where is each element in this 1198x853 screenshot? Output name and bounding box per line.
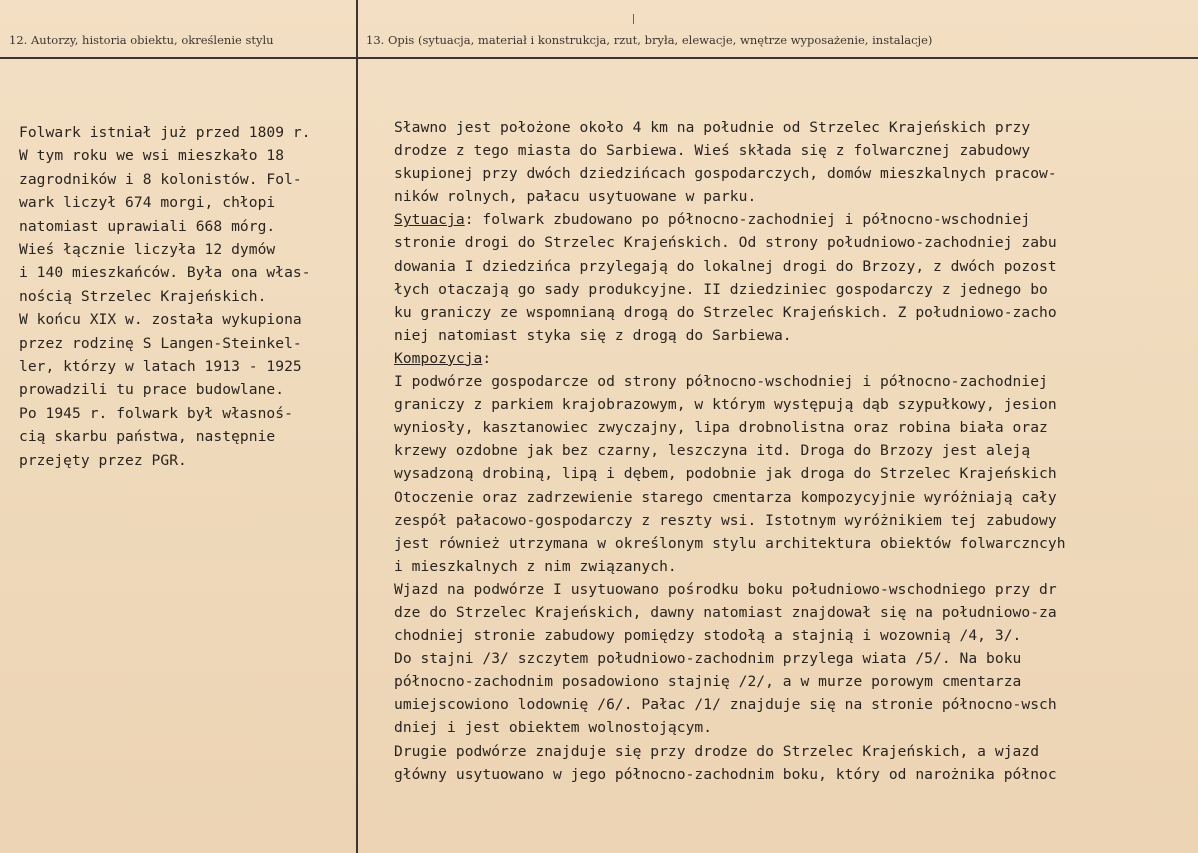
description-text-line xyxy=(394,486,1194,509)
history-text-line: W końcu XIX w. została wykupiona xyxy=(19,311,302,329)
description-text-line xyxy=(394,139,1194,162)
description-text-line xyxy=(394,647,1194,670)
description-text-line xyxy=(394,231,1194,254)
section-label: Kompozycja xyxy=(394,349,483,367)
history-text-line: Folwark istniał już przed 1809 r. xyxy=(19,124,311,141)
history-text-line: prowadzili tu prace budowlane. xyxy=(19,381,285,399)
description-text-line xyxy=(394,716,1194,739)
description-text-line xyxy=(394,370,1194,393)
section-12-heading: 12. Autorzy, historia obiektu, określenie stylu xyxy=(9,33,274,47)
header-divider xyxy=(0,57,1198,59)
description-text-line xyxy=(394,532,1194,555)
history-text-line: Wieś łącznie liczyła 12 dymów xyxy=(19,241,276,259)
line-text: stronie drogi do Strzelec Krajeńskich. Od strony południowo-zachodniej zabu xyxy=(394,234,1057,252)
description-text-line xyxy=(394,509,1194,532)
description-text-line xyxy=(394,393,1194,416)
description-text-line xyxy=(394,740,1194,763)
history-text-line: wark liczył 674 morgi, chłopi xyxy=(19,194,276,212)
line-text: zespół pałacowo-gospodarczy z reszty wsi. Istotnym wyróżnikiem tej zabudowy xyxy=(394,511,1057,529)
line-text: ku graniczy ze wspomnianą drogą do Strzelec Krajeńskich. Z południowo-zacho xyxy=(394,303,1057,321)
description-text-line xyxy=(394,301,1194,324)
history-text-line: przejęty przez PGR. xyxy=(19,451,187,469)
history-text-line: ler, którzy w latach 1913 - 1925 xyxy=(19,358,302,376)
line-text: Wjazd na podwórze I usytuowano pośrodku boku południowo-wschodniego przy dr xyxy=(394,580,1057,598)
line-text: Do stajni /3/ szczytem południowo-zachodnim przylega wiata /5/. Na boku xyxy=(394,650,1022,668)
line-text: umiejscowiono lodownię /6/. Pałac /1/ znajduje się na stronie północno-wsch xyxy=(394,696,1057,714)
history-text-line: W tym roku we wsi mieszkało 18 xyxy=(19,147,285,165)
line-text: dze do Strzelec Krajeńskich, dawny natomiast znajdował się na południowo-za xyxy=(394,603,1057,621)
description-text-line xyxy=(394,324,1194,347)
line-text: Drugie podwórze znajduje się przy drodze do Strzelec Krajeńskich, a wjazd xyxy=(394,742,1040,760)
line-text: wysadzoną drobiną, lipą i dębem, podobnie jak droga do Strzelec Krajeńskich xyxy=(394,465,1057,483)
line-text: : folwark zbudowano po północno-zachodniej i północno-wschodniej xyxy=(464,211,1031,229)
line-text: dowania I dziedzińca przylegają do lokalnej drogi do Brzozy, z dwóch pozost xyxy=(394,257,1057,275)
description-text-column xyxy=(394,116,1194,786)
description-text-line xyxy=(394,208,1194,231)
description-text-line xyxy=(394,439,1194,462)
description-text-line xyxy=(394,416,1194,439)
line-text: I podwórze gospodarcze od strony północno-wschodniej i północno-zachodniej xyxy=(394,373,1048,391)
description-text-line xyxy=(394,116,1194,139)
line-text: wyniosły, kasztanowiec zwyczajny, lipa drobnolistna oraz robina biała oraz xyxy=(394,419,1048,437)
section-13-heading: 13. Opis (sytuacja, materiał i konstrukcja, rzut, bryła, elewacje, wnętrze wyposażenie, instalacje) xyxy=(366,33,933,47)
history-text-line: natomiast uprawiali 668 mórg. xyxy=(19,217,276,235)
description-text-line xyxy=(394,578,1194,601)
history-text-column xyxy=(19,121,354,472)
description-text-line xyxy=(394,624,1194,647)
description-text-line xyxy=(394,185,1194,208)
description-text-line xyxy=(394,601,1194,624)
description-text-line xyxy=(394,347,1194,370)
line-text: drodze z tego miasta do Sarbiewa. Wieś składa się z folwarcznej zabudowy xyxy=(394,142,1031,160)
history-text-line: nością Strzelec Krajeńskich. xyxy=(19,287,267,305)
top-tick-mark xyxy=(633,14,634,24)
line-text: główny usytuowano w jego północno-zachodnim boku, który od narożnika północ xyxy=(394,765,1057,783)
description-text-line xyxy=(394,278,1194,301)
description-text-line xyxy=(394,555,1194,578)
line-text: łych otaczają go sady produkcyjne. II dziedziniec gospodarczy z jednego bo xyxy=(394,280,1048,298)
section-label: Sytuacja xyxy=(394,211,465,229)
line-text: skupionej przy dwóch dziedzińcach gospodarczych, domów mieszkalnych pracow- xyxy=(394,165,1057,183)
description-text-line xyxy=(394,763,1194,786)
history-text-line: zagrodników i 8 kolonistów. Fol- xyxy=(19,170,302,188)
line-text: jest również utrzymana w określonym stylu architektura obiektów folwarczncyh xyxy=(394,534,1066,552)
column-divider xyxy=(356,0,358,853)
description-text-line xyxy=(394,693,1194,716)
line-text: niej natomiast styka się z drogą do Sarbiewa. xyxy=(394,326,792,344)
history-text-line: przez rodzinę S Langen-Steinkel- xyxy=(19,334,302,352)
history-text-line: Po 1945 r. folwark był własnoś- xyxy=(19,404,293,422)
description-text-line xyxy=(394,255,1194,278)
line-text: północno-zachodnim posadowiono stajnię /2/, a w murze porowym cmentarza xyxy=(394,673,1022,691)
description-text-line xyxy=(394,670,1194,693)
description-text-line xyxy=(394,462,1194,485)
line-text: chodniej stronie zabudowy pomiędzy stodołą a stajnią i wozownią /4, 3/. xyxy=(394,627,1022,645)
line-text: Otoczenie oraz zadrzewienie starego cmentarza kompozycyjnie wyróżniają cały xyxy=(394,488,1057,506)
line-text: dniej i jest obiektem wolnostojącym. xyxy=(394,719,713,737)
line-text: Sławno jest położone około 4 km na południe od Strzelec Krajeńskich przy xyxy=(394,119,1031,136)
line-text: graniczy z parkiem krajobrazowym, w którym występują dąb szypułkowy, jesion xyxy=(394,396,1057,414)
line-text: krzewy ozdobne jak bez czarny, leszczyna itd. Droga do Brzozy jest aleją xyxy=(394,442,1031,460)
description-text-line xyxy=(394,162,1194,185)
line-text: ników rolnych, pałacu usytuowane w parku. xyxy=(394,188,757,206)
history-text-line: cią skarbu państwa, następnie xyxy=(19,428,276,446)
line-text: : xyxy=(482,349,492,367)
line-text: i mieszkalnych z nim związanych. xyxy=(394,557,677,575)
history-text-line: i 140 mieszkańców. Była ona włas- xyxy=(19,264,311,282)
